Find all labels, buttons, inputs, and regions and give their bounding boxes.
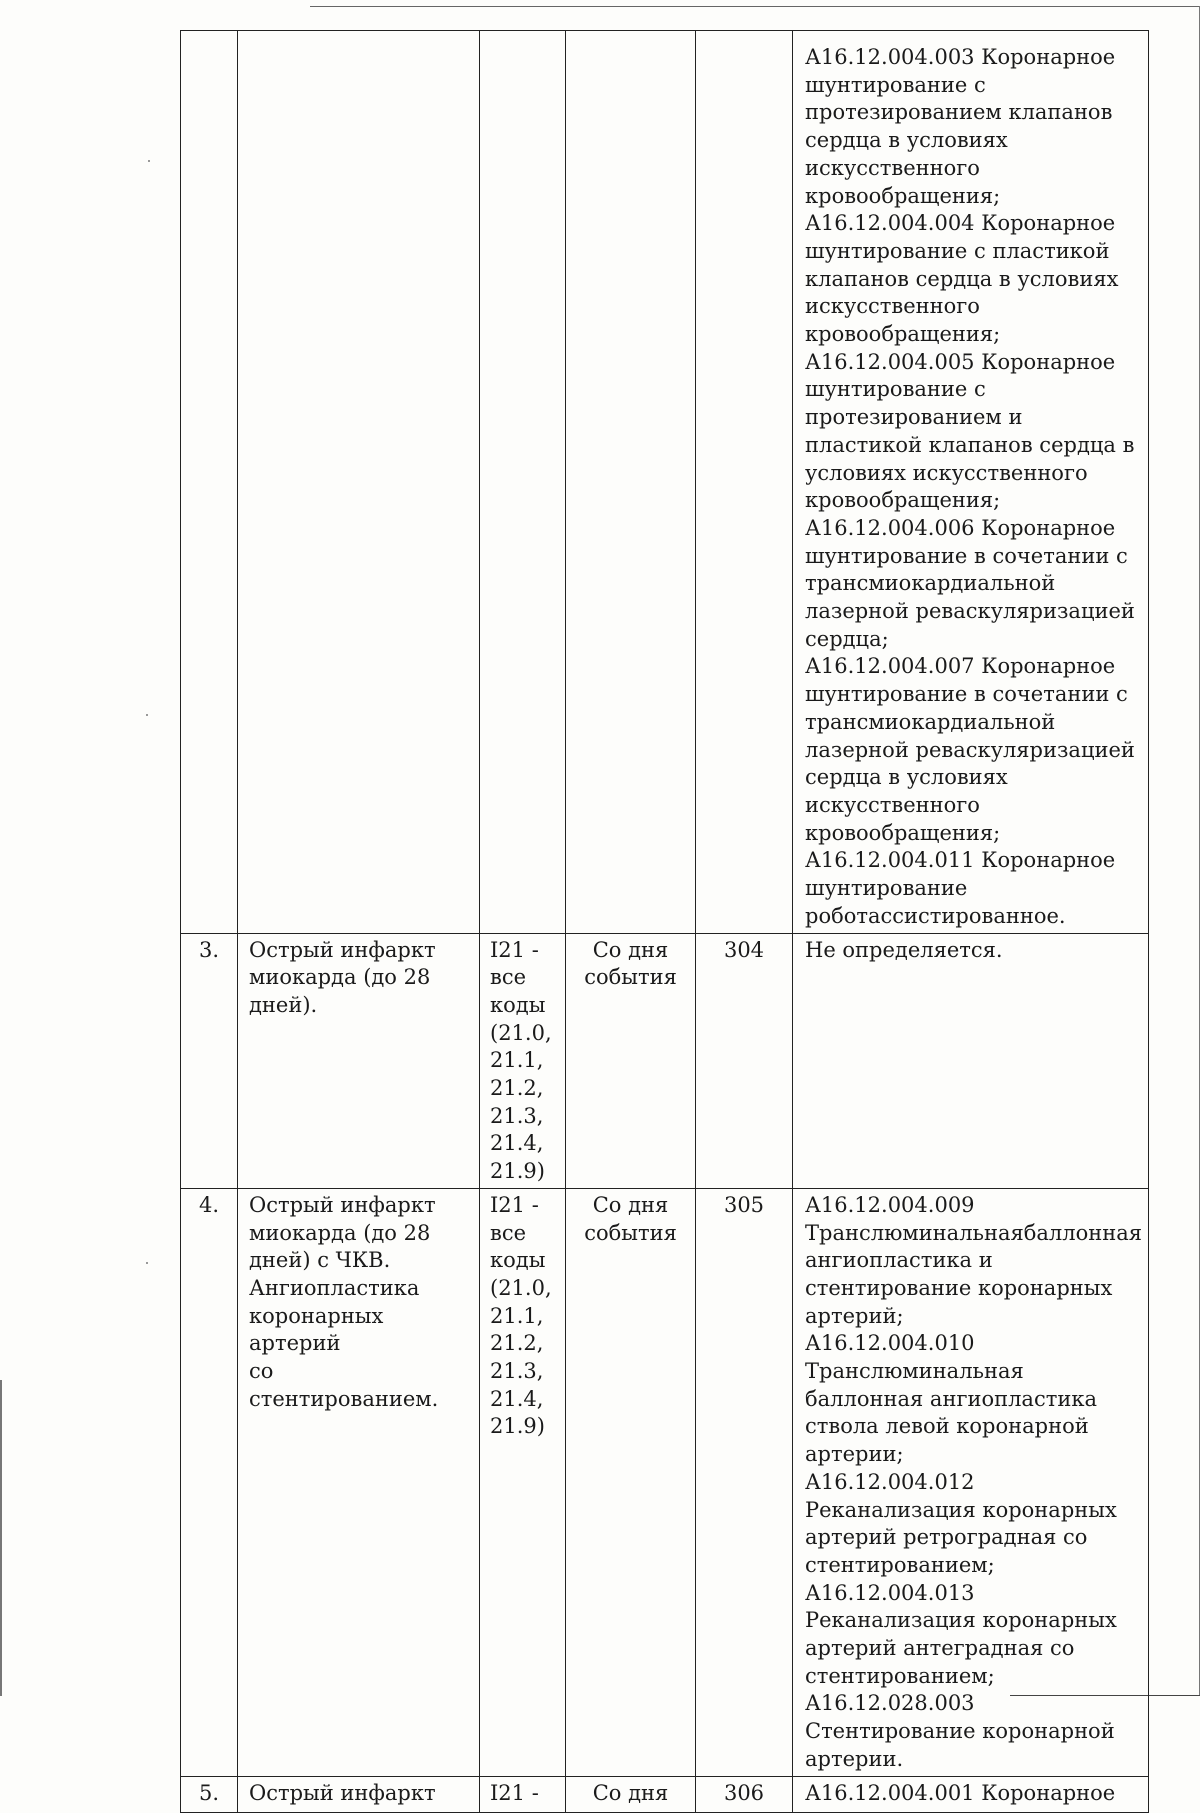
cell-code xyxy=(696,31,793,934)
scan-edge-top xyxy=(310,6,1200,7)
scan-speck xyxy=(146,714,148,716)
table-row xyxy=(181,1776,1149,1812)
service-item: А16.12.004.004 Коронарное шунтирование с пластикой клапанов сердца в условиях искусственного кровообращения; xyxy=(805,211,1119,347)
cell-services xyxy=(793,31,1149,934)
cell-number: 5. xyxy=(181,1776,238,1812)
service-item: А16.12.004.010 Транслюминальная баллонная ангиопластика ствола левой коронарной артерии; xyxy=(805,1331,1097,1467)
service-item: А16.12.004.013 Реканализация коронарных артерий антеградная со стентированием; xyxy=(805,1580,1117,1688)
service-item: А16.12.004.001 Коронарное xyxy=(805,1780,1116,1805)
service-item: А16.12.004.005 Коронарное шунтирование с протезированием и пластикой клапанов сердца в условиях искусственного кровообращения; xyxy=(805,349,1135,513)
service-item: Не определяется. xyxy=(805,937,1003,962)
table-row xyxy=(181,1188,1149,1776)
cell-icd-codes: I21 - все коды (21.0, 21.1, 21.2, 21.3, 21.4, 21.9) xyxy=(480,933,566,1188)
service-item: А16.12.004.007 Коронарное шунтирование в сочетании с трансмиокардиальной лазерной реваскуляризацией сердца в условиях искусственного кровообращения; xyxy=(805,654,1135,845)
cell-services xyxy=(793,933,1149,1188)
cell-icd-codes: I21 - xyxy=(480,1776,566,1812)
table-row xyxy=(181,933,1149,1188)
cell-icd-codes xyxy=(480,31,566,934)
cell-services xyxy=(793,1188,1149,1776)
cell-number xyxy=(181,31,238,934)
cell-services xyxy=(793,1776,1149,1812)
cell-number: 4. xyxy=(181,1188,238,1776)
service-item: А16.12.004.006 Коронарное шунтирование в сочетании с трансмиокардиальной лазерной реваскуляризацией сердца; xyxy=(805,515,1135,651)
scan-edge-left xyxy=(0,1380,2,1696)
service-item: А16.12.004.011 Коронарное шунтирование роботассистированное. xyxy=(805,848,1116,928)
cell-code: 304 xyxy=(696,933,793,1188)
cell-term xyxy=(566,31,696,934)
service-item: А16.12.028.003 Стентирование коронарной артерии. xyxy=(805,1691,1115,1771)
service-item: А16.12.004.012 Реканализация коронарных артерий ретроградная со стентированием; xyxy=(805,1469,1117,1577)
cell-diagnosis-name xyxy=(238,31,480,934)
table-row-continuation xyxy=(181,31,1149,934)
cell-code: 306 xyxy=(696,1776,793,1812)
cell-number: 3. xyxy=(181,933,238,1188)
cell-diagnosis-name: Острый инфаркт миокарда (до 28 дней). xyxy=(238,933,480,1188)
cell-icd-codes: I21 - все коды (21.0, 21.1, 21.2, 21.3, 21.4, 21.9) xyxy=(480,1188,566,1776)
cell-diagnosis-name: Острый инфаркт xyxy=(238,1776,480,1812)
cell-term: Со дня xyxy=(566,1776,696,1812)
document-table xyxy=(180,30,1149,1813)
cell-code: 305 xyxy=(696,1188,793,1776)
cell-diagnosis-name: Острый инфаркт миокарда (до 28 дней) с ЧКВ. Ангиопластика коронарных артерий со стентированием. xyxy=(238,1188,480,1776)
service-item: А16.12.004.009 Транслюминальнаябаллонная ангиопластика и стентирование коронарных артерий; xyxy=(805,1192,1142,1328)
service-item: А16.12.004.003 Коронарное шунтирование с протезированием клапанов сердца в условиях искусственного кровообращения; xyxy=(805,45,1116,208)
cell-term: Со дня события xyxy=(566,933,696,1188)
cell-term: Со дня события xyxy=(566,1188,696,1776)
scan-speck xyxy=(146,1262,148,1264)
scan-speck xyxy=(148,160,150,162)
